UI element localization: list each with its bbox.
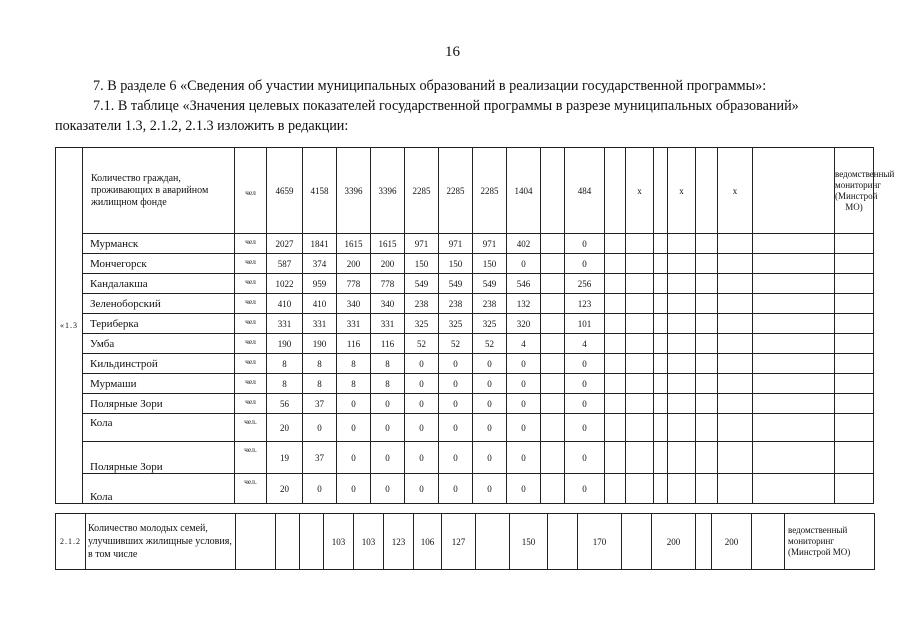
value-cell: 150 <box>439 254 473 274</box>
municipality-name: Кильдинстрой <box>83 354 235 374</box>
intro-line-2: 7.1. В таблице «Значения целевых показателей государственной программы в разрезе муниципальных образований» <box>93 98 799 114</box>
table-row <box>56 254 874 274</box>
municipality-name: Кола <box>83 474 235 504</box>
value-cell: 549 <box>405 274 439 294</box>
value-cell <box>236 514 276 570</box>
value-cell <box>548 514 578 570</box>
value-cell <box>654 148 668 234</box>
value-cell: 971 <box>439 234 473 254</box>
value-cell: 8 <box>337 354 371 374</box>
value-cell: 37 <box>303 394 337 414</box>
value-cell: 256 <box>565 274 605 294</box>
value-cell: 4 <box>565 334 605 354</box>
value-cell: 0 <box>565 414 605 442</box>
page-number: 16 <box>445 44 460 60</box>
value-cell: 103 <box>354 514 384 570</box>
value-cell: 0 <box>371 474 405 504</box>
value-cell: 190 <box>303 334 337 354</box>
value-cell: 0 <box>473 474 507 504</box>
value-cell: 0 <box>507 374 541 394</box>
value-cell: 150 <box>510 514 548 570</box>
table-row <box>56 274 874 294</box>
value-cell: 0 <box>303 474 337 504</box>
value-cell: 0 <box>507 442 541 474</box>
table-row <box>56 374 874 394</box>
indicator-code: «1.3 <box>56 148 83 504</box>
value-cell: 331 <box>337 314 371 334</box>
table-row <box>56 394 874 414</box>
value-cell: 8 <box>267 354 303 374</box>
value-cell <box>300 514 324 570</box>
value-cell: 20 <box>267 414 303 442</box>
unit-cell: чел <box>235 254 267 274</box>
value-cell: 123 <box>384 514 414 570</box>
value-cell: 325 <box>405 314 439 334</box>
value-cell: 101 <box>565 314 605 334</box>
value-cell: 238 <box>473 294 507 314</box>
value-cell: 8 <box>337 374 371 394</box>
municipality-name: Полярные Зори <box>83 394 235 414</box>
indicator-name: Количество молодых семей, улучшивших жилищные условия, в том числе <box>86 514 236 570</box>
value-cell: 103 <box>324 514 354 570</box>
indicator-unit: чел <box>235 148 267 234</box>
value-cell: 0 <box>439 474 473 504</box>
value-cell <box>541 314 565 334</box>
value-cell: 200 <box>712 514 752 570</box>
value-cell: 331 <box>267 314 303 334</box>
value-cell: 1615 <box>337 234 371 254</box>
value-cell: 37 <box>303 442 337 474</box>
value-cell <box>541 254 565 274</box>
value-cell: 0 <box>405 394 439 414</box>
value-cell: 200 <box>337 254 371 274</box>
value-cell: 0 <box>565 254 605 274</box>
value-cell: 0 <box>565 374 605 394</box>
table-row <box>56 442 874 474</box>
value-cell: 374 <box>303 254 337 274</box>
value-cell: 331 <box>303 314 337 334</box>
value-cell: 2285 <box>439 148 473 234</box>
value-cell: 0 <box>337 414 371 442</box>
municipality-name: Териберка <box>83 314 235 334</box>
value-cell: 238 <box>439 294 473 314</box>
value-cell: 778 <box>371 274 405 294</box>
value-cell: 971 <box>405 234 439 254</box>
indicator-code: 2.1.2 <box>56 514 86 570</box>
value-cell: 549 <box>473 274 507 294</box>
value-cell: 0 <box>507 354 541 374</box>
value-cell <box>541 148 565 234</box>
value-cell: 0 <box>565 442 605 474</box>
value-cell: 8 <box>371 354 405 374</box>
municipality-name: Зеленоборский <box>83 294 235 314</box>
unit-cell: чел <box>235 234 267 254</box>
value-cell: 0 <box>565 394 605 414</box>
value-cell: 238 <box>405 294 439 314</box>
value-cell: 0 <box>565 474 605 504</box>
value-cell: 0 <box>507 394 541 414</box>
value-cell: 0 <box>565 354 605 374</box>
value-cell: 325 <box>473 314 507 334</box>
value-cell: 325 <box>439 314 473 334</box>
value-cell: 190 <box>267 334 303 354</box>
value-cell: 0 <box>337 474 371 504</box>
value-cell: 484 <box>565 148 605 234</box>
value-cell: 0 <box>439 442 473 474</box>
value-cell: 8 <box>267 374 303 394</box>
value-cell: 0 <box>473 414 507 442</box>
unit-cell: чел <box>235 334 267 354</box>
value-cell: 0 <box>337 394 371 414</box>
value-cell: 116 <box>337 334 371 354</box>
value-cell: 0 <box>405 354 439 374</box>
value-cell: 4659 <box>267 148 303 234</box>
municipality-name: Кола <box>83 414 235 442</box>
value-cell: 2285 <box>473 148 507 234</box>
value-cell <box>622 514 652 570</box>
table-row <box>56 354 874 374</box>
value-cell: 3396 <box>337 148 371 234</box>
value-cell: 0 <box>507 254 541 274</box>
value-cell: 3396 <box>371 148 405 234</box>
value-cell: 0 <box>473 374 507 394</box>
value-cell: 8 <box>371 374 405 394</box>
value-cell: 0 <box>371 442 405 474</box>
value-cell: 0 <box>405 442 439 474</box>
value-cell: 587 <box>267 254 303 274</box>
table-row <box>56 414 874 442</box>
unit-cell: чел. <box>235 414 267 442</box>
value-cell: 0 <box>371 394 405 414</box>
value-cell: х <box>718 148 753 234</box>
value-cell <box>476 514 510 570</box>
unit-cell: чел <box>235 394 267 414</box>
value-cell <box>276 514 300 570</box>
value-cell: 340 <box>371 294 405 314</box>
unit-cell: чел <box>235 314 267 334</box>
value-cell: 200 <box>652 514 696 570</box>
indicator-table-1-3 <box>55 147 895 504</box>
intro-line-3: показатели 1.3, 2.1.2, 2.1.3 изложить в редакции: <box>55 118 349 134</box>
value-cell: 1841 <box>303 234 337 254</box>
value-cell: 1022 <box>267 274 303 294</box>
value-cell: 0 <box>405 474 439 504</box>
unit-cell: чел. <box>235 442 267 474</box>
value-cell: 123 <box>565 294 605 314</box>
value-cell: 0 <box>473 354 507 374</box>
value-cell: 410 <box>303 294 337 314</box>
value-cell: 19 <box>267 442 303 474</box>
indicator-source: ведомственный мониторинг (Минстрой МО) <box>835 148 874 234</box>
indicator-table-2-1-2 <box>55 513 875 570</box>
value-cell: 1404 <box>507 148 541 234</box>
unit-cell: чел <box>235 294 267 314</box>
value-cell: 170 <box>578 514 622 570</box>
municipality-name: Мурмаши <box>83 374 235 394</box>
unit-cell: чел <box>235 374 267 394</box>
value-cell: 20 <box>267 474 303 504</box>
value-cell: 0 <box>439 374 473 394</box>
value-cell: 959 <box>303 274 337 294</box>
value-cell: 4 <box>507 334 541 354</box>
value-cell: 4158 <box>303 148 337 234</box>
value-cell <box>753 148 835 234</box>
value-cell: 340 <box>337 294 371 314</box>
value-cell <box>541 354 565 374</box>
value-cell: 0 <box>473 442 507 474</box>
value-cell: 116 <box>371 334 405 354</box>
value-cell: 52 <box>405 334 439 354</box>
value-cell: 410 <box>267 294 303 314</box>
value-cell: 331 <box>371 314 405 334</box>
value-cell: 1615 <box>371 234 405 254</box>
municipality-name: Умба <box>83 334 235 354</box>
value-cell: 52 <box>439 334 473 354</box>
value-cell: 0 <box>439 394 473 414</box>
municipality-name: Полярные Зори <box>83 442 235 474</box>
value-cell: 56 <box>267 394 303 414</box>
value-cell <box>696 148 718 234</box>
value-cell: 150 <box>405 254 439 274</box>
municipality-name: Мурманск <box>83 234 235 254</box>
value-cell: 132 <box>507 294 541 314</box>
value-cell: х <box>668 148 696 234</box>
value-cell: 52 <box>473 334 507 354</box>
value-cell <box>541 234 565 254</box>
table-row <box>56 474 874 504</box>
municipality-name: Кандалакша <box>83 274 235 294</box>
value-cell <box>541 414 565 442</box>
value-cell: 0 <box>507 474 541 504</box>
value-cell <box>541 274 565 294</box>
value-cell: 320 <box>507 314 541 334</box>
value-cell: 0 <box>439 354 473 374</box>
unit-cell: чел <box>235 274 267 294</box>
value-cell: 549 <box>439 274 473 294</box>
value-cell <box>541 442 565 474</box>
value-cell: 0 <box>439 414 473 442</box>
value-cell: 8 <box>303 374 337 394</box>
value-cell <box>605 148 626 234</box>
indicator-source: ведомственный мониторинг (Минстрой МО) <box>785 514 875 570</box>
table-row <box>56 334 874 354</box>
intro-line-1: 7. В разделе 6 «Сведения об участии муниципальных образований в реализации государственной программы»: <box>93 78 767 94</box>
intro-text <box>55 76 855 136</box>
value-cell: 8 <box>303 354 337 374</box>
value-cell: 0 <box>507 414 541 442</box>
value-cell: 0 <box>303 414 337 442</box>
value-cell: 971 <box>473 234 507 254</box>
value-cell: 2027 <box>267 234 303 254</box>
table-row <box>56 314 874 334</box>
value-cell: 0 <box>337 442 371 474</box>
value-cell: 200 <box>371 254 405 274</box>
value-cell <box>541 334 565 354</box>
value-cell <box>541 474 565 504</box>
value-cell: 0 <box>371 414 405 442</box>
unit-cell: чел <box>235 354 267 374</box>
unit-cell: чел. <box>235 474 267 504</box>
value-cell: 2285 <box>405 148 439 234</box>
value-cell: 546 <box>507 274 541 294</box>
value-cell: 106 <box>414 514 442 570</box>
table-row <box>56 234 874 254</box>
value-cell: 0 <box>473 394 507 414</box>
indicator-name: Количество граждан, проживающих в аварийном жилищном фонде <box>83 148 235 234</box>
municipality-name: Мончегорск <box>83 254 235 274</box>
value-cell: 150 <box>473 254 507 274</box>
value-cell: 778 <box>337 274 371 294</box>
value-cell <box>696 514 712 570</box>
table-header-row <box>56 148 874 234</box>
value-cell: 127 <box>442 514 476 570</box>
value-cell <box>752 514 785 570</box>
value-cell: 0 <box>405 414 439 442</box>
value-cell <box>541 374 565 394</box>
value-cell: 402 <box>507 234 541 254</box>
table-row <box>56 294 874 314</box>
table-row <box>56 514 875 570</box>
value-cell <box>541 294 565 314</box>
value-cell: 0 <box>405 374 439 394</box>
value-cell: х <box>626 148 654 234</box>
value-cell <box>541 394 565 414</box>
value-cell: 0 <box>565 234 605 254</box>
